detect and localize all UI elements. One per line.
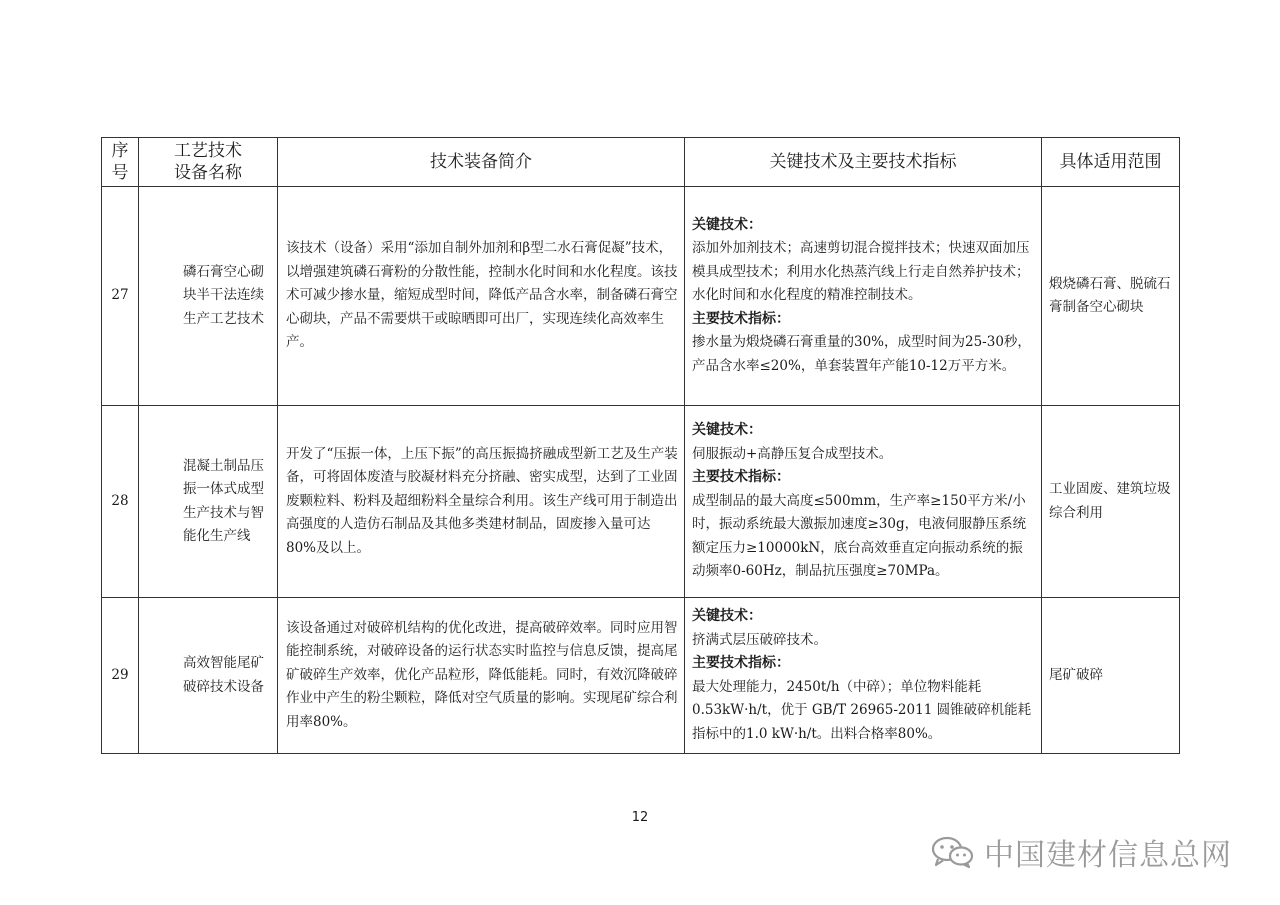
header-key-tech: 关键技术及主要技术指标 bbox=[685, 138, 1042, 187]
technology-table bbox=[101, 137, 1180, 754]
header-intro: 技术装备简介 bbox=[278, 138, 685, 187]
row-scope: 尾矿破碎 bbox=[1042, 598, 1180, 754]
key-tech-text: 添加外加剂技术；高速剪切混合搅拌技术；快速双面加压模具成型技术；利用水化热蒸汽线上行走自然养护技术；水化时间和水化程度的精准控制技术。 bbox=[692, 240, 1030, 304]
row-intro: 开发了“压振一体，上压下振”的高压振捣挤融成型新工艺及生产装备，可将固体废渣与胶凝材料充分挤融、密实成型，达到了工业固废颗粒料、粉料及超细粉料全量综合利用。该生产线可用于制造出高强度的人造仿石制品及其他多类建材制品，固废掺入量可达80%及以上。 bbox=[278, 406, 685, 598]
row-key-tech bbox=[685, 187, 1042, 406]
row-process-name: 混凝土制品压振一体式成型生产技术与智能化生产线 bbox=[139, 406, 278, 598]
tech-index-label: 主要技术指标： bbox=[692, 310, 790, 327]
row-intro: 该设备通过对破碎机结构的优化改进，提高破碎效率。同时应用智能控制系统，对破碎设备的运行状态实时监控与信息反馈，提高尾矿破碎生产效率，优化产品粒形，降低能耗。同时，有效沉降破碎作业中产生的粉尘颗粒，降低对空气质量的影响。实现尾矿综合利用率80%。 bbox=[278, 598, 685, 754]
tech-index-text: 最大处理能力，2450t/h（中碎）；单位物料能耗0.53kW·h/t，优于 GB/T 26965-2011 圆锥破碎机能耗指标中的1.0 kW·h/t。出料合格率80%。 bbox=[692, 678, 1032, 742]
header-scope: 具体适用范围 bbox=[1042, 138, 1180, 187]
key-tech-text: 挤满式层压破碎技术。 bbox=[692, 631, 827, 648]
header-process-name: 工艺技术 设备名称 bbox=[139, 138, 278, 187]
row-intro: 该技术（设备）采用“添加自制外加剂和β型二水石膏促凝”技术，以增强建筑磷石膏粉的分散性能，控制水化时间和水化程度。该技术可减少掺水量，缩短成型时间，降低产品含水率，制备磷石膏空心砌块，产品不需要烘干或晾晒即可出厂，实现连续化高效率生产。 bbox=[278, 187, 685, 406]
watermark-text: 中国建材信息总网 bbox=[984, 838, 1232, 873]
key-tech-label: 关键技术： bbox=[692, 608, 762, 624]
header-serial-number: 序 号 bbox=[102, 138, 139, 187]
page-number: 12 bbox=[631, 810, 649, 825]
key-tech-label: 关键技术： bbox=[692, 216, 762, 233]
row-key-tech bbox=[685, 598, 1042, 754]
table-header-row bbox=[102, 138, 1180, 187]
row-scope: 煅烧磷石膏、脱硫石膏制备空心砌块 bbox=[1042, 187, 1180, 406]
row-scope: 工业固废、建筑垃圾综合利用 bbox=[1042, 406, 1180, 598]
row-key-tech bbox=[685, 406, 1042, 598]
tech-index-label: 主要技术指标： bbox=[692, 469, 790, 486]
table-row bbox=[102, 187, 1180, 406]
key-tech-label: 关键技术： bbox=[692, 422, 762, 439]
table-row bbox=[102, 406, 1180, 598]
row-number: 28 bbox=[102, 406, 139, 598]
row-number: 29 bbox=[102, 598, 139, 754]
row-process-name: 磷石膏空心砌块半干法连续生产工艺技术 bbox=[139, 187, 278, 406]
watermark bbox=[930, 832, 1232, 872]
table-row bbox=[102, 598, 1180, 754]
tech-index-text: 成型制品的最大高度≤500mm，生产率≥150平方米/小时，振动系统最大激振加速度≥30g，电液伺服静压系统额定压力≥10000kN，底台高效垂直定向振动系统的振动频率0-60Hz，制品抗压强度≥70MPa。 bbox=[692, 492, 1027, 580]
tech-index-text: 掺水量为煅烧磷石膏重量的30%，成型时间为25-30秒，产品含水率≤20%，单套装置年产能10-12万平方米。 bbox=[692, 334, 1031, 374]
tech-index-label: 主要技术指标： bbox=[692, 655, 790, 671]
row-process-name: 高效智能尾矿破碎技术设备 bbox=[139, 598, 278, 754]
key-tech-text: 伺服振动+高静压复合成型技术。 bbox=[692, 445, 893, 462]
wechat-icon bbox=[930, 835, 976, 869]
row-number: 27 bbox=[102, 187, 139, 406]
